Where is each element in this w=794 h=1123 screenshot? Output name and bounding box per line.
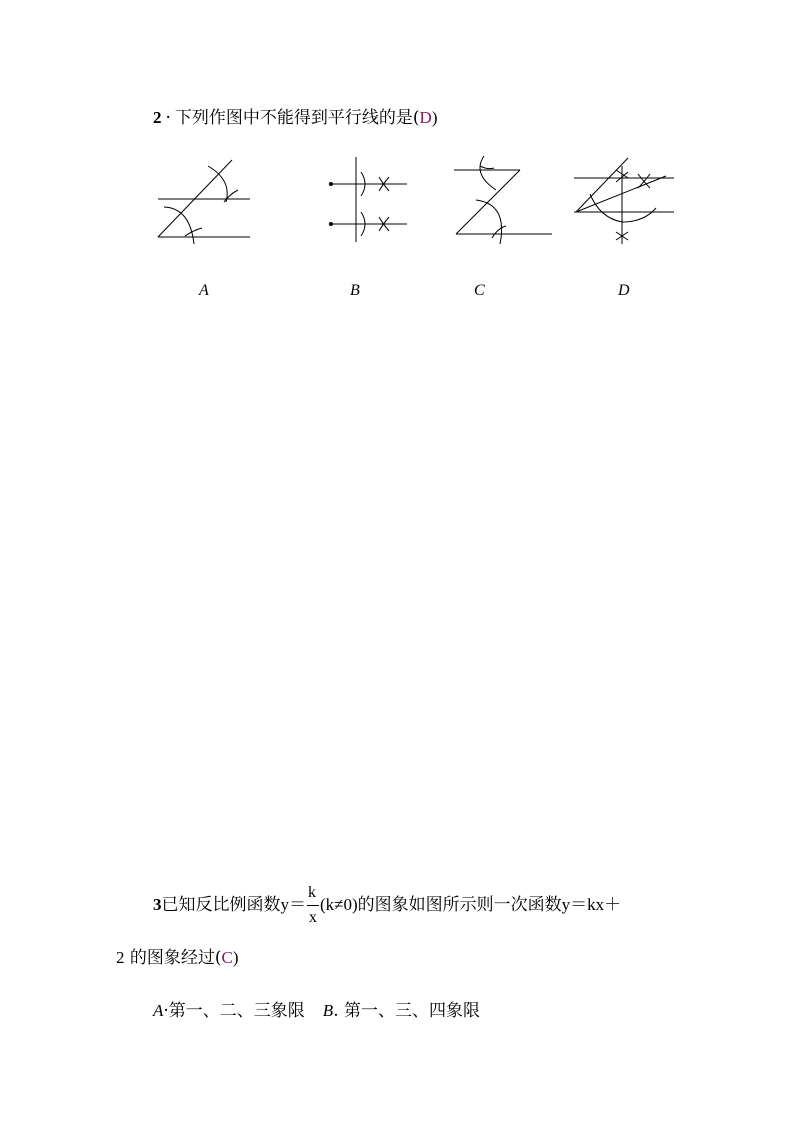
- option-b-label: B: [322, 1001, 334, 1020]
- close-paren: ): [431, 108, 438, 127]
- fraction-numerator: k: [308, 883, 316, 901]
- question-3-options: [153, 1001, 480, 1021]
- option-label-b: B: [350, 282, 360, 299]
- question-text: 已知反比例函数: [161, 895, 281, 915]
- option-b-text: . 第一、三、四象限: [333, 1001, 480, 1021]
- question-text: 下列作图中不能得到平行线的是(: [174, 108, 420, 128]
- option-label-a: A: [199, 282, 209, 299]
- figure-a: [150, 152, 255, 247]
- equation-y: y: [280, 895, 289, 914]
- figure-d: [570, 152, 680, 247]
- option-a-label: A: [153, 1001, 164, 1020]
- question-2-stem: [153, 108, 438, 128]
- question-3-stem-line2: [116, 948, 239, 968]
- equation-linear: y＝kx＋: [561, 895, 622, 914]
- option-label-c: C: [474, 282, 485, 299]
- close-paren: ): [232, 948, 239, 967]
- separator: ·: [165, 108, 171, 128]
- question-number: 3: [153, 895, 162, 914]
- option-a-text: ·第一、二、三象限: [163, 1001, 305, 1021]
- constant-two: 2: [116, 948, 125, 967]
- fraction-bar: [307, 905, 319, 906]
- figure-c: [448, 152, 556, 247]
- figure-b: [313, 152, 413, 247]
- fraction-k-over-x: [307, 883, 319, 926]
- answer: D: [419, 108, 432, 127]
- option-label-d: D: [618, 282, 630, 299]
- fraction-denominator: x: [309, 908, 317, 926]
- condition: (k≠0): [320, 895, 358, 914]
- answer: C: [221, 948, 233, 967]
- equation-equals: ＝: [289, 895, 306, 915]
- question-text-cont: 的图象如图所示则一次函数: [357, 895, 562, 915]
- question-number: 2: [153, 108, 162, 127]
- question-text-end: 的图象经过(: [124, 948, 222, 968]
- question-3-stem-line1: [153, 883, 622, 926]
